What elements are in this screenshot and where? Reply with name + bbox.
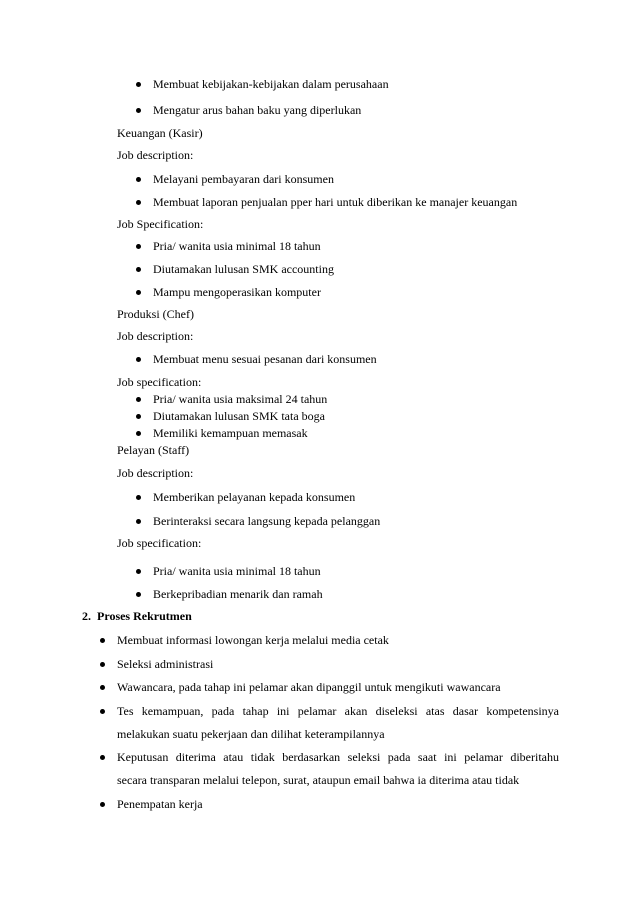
bullet-item: Berkepribadian menarik dan ramah [153, 587, 323, 601]
bullet-item: Seleksi administrasi [117, 657, 214, 671]
bullet-item: Wawancara, pada tahap ini pelamar akan dipanggil untuk mengikuti wawancara [117, 680, 501, 694]
bullet-item: Melayani pembayaran dari konsumen [153, 172, 334, 186]
bullet-item: Membuat menu sesuai pesanan dari konsumen [153, 352, 377, 366]
job-description-label: Job description: [117, 148, 194, 162]
bullet-item: Tes kemampuan, pada tahap ini pelamar akan diseleksi atas dasar kompetensinya [117, 704, 559, 718]
bullet-item: Membuat kebijakan-kebijakan dalam perusahaan [153, 77, 389, 91]
bullet-item: Pria/ wanita usia minimal 18 tahun [153, 239, 321, 253]
job-specification-label: Job Specification: [117, 217, 204, 231]
job-description-label: Job description: [117, 466, 194, 480]
section-label-keuangan: Keuangan (Kasir) [117, 126, 203, 140]
bullet-item: Berinteraksi secara langsung kepada pelanggan [153, 514, 381, 528]
job-specification-label: Job specification: [117, 536, 202, 550]
section-label-pelayan: Pelayan (Staff) [117, 443, 190, 457]
bullet-continuation: secara transparan melalui telepon, surat, ataupun email bahwa ia diterima atau tidak [117, 773, 520, 787]
bullet-item: Membuat laporan penjualan pper hari untuk diberikan ke manajer keuangan [153, 195, 518, 209]
section-heading-proses-rekrutmen: 2. Proses Rekrutmen [82, 609, 192, 623]
bullet-item: Diutamakan lulusan SMK accounting [153, 262, 334, 276]
job-specification-label: Job specification: [117, 375, 202, 389]
bullet-item: Penempatan kerja [117, 797, 203, 811]
bullet-continuation: melakukan suatu pekerjaan dan dilihat keterampilannya [117, 727, 385, 741]
bullet-item: Mengatur arus bahan baku yang diperlukan [153, 103, 362, 117]
bullet-item: Memberikan pelayanan kepada konsumen [153, 490, 356, 504]
bullet-item: Memiliki kemampuan memasak [153, 426, 308, 440]
bullet-item: Pria/ wanita usia minimal 18 tahun [153, 564, 321, 578]
section-label-produksi: Produksi (Chef) [117, 307, 194, 321]
bullet-item: Membuat informasi lowongan kerja melalui media cetak [117, 633, 389, 647]
bullet-item: Diutamakan lulusan SMK tata boga [153, 409, 325, 423]
bullet-item: Mampu mengoperasikan komputer [153, 285, 321, 299]
job-description-label: Job description: [117, 329, 194, 343]
bullet-item: Keputusan diterima atau tidak berdasarkan seleksi pada saat ini pelamar diberitahu [117, 750, 559, 764]
bullet-item: Pria/ wanita usia maksimal 24 tahun [153, 392, 328, 406]
